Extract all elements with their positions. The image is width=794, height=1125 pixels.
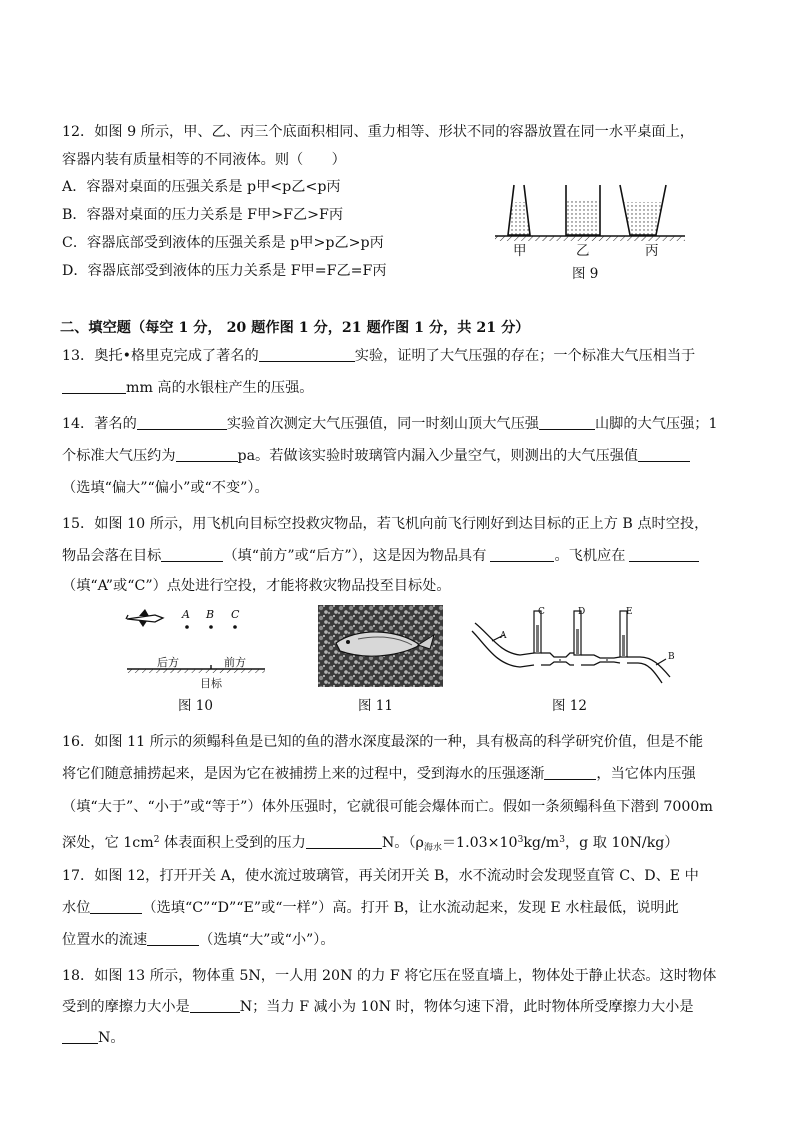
q17-line3 (62, 930, 335, 950)
q16-sup-exp: 3 (517, 835, 524, 845)
figure-10-caption: 图 10 (178, 698, 213, 714)
q14-blank-3[interactable] (176, 447, 238, 462)
q16-text-d: 体表面积上受到的压力 (159, 835, 306, 851)
q16-blank-2[interactable] (306, 834, 382, 849)
figure-12-label-a: A (500, 631, 507, 641)
q14-text-e: pa。若做该实验时玻璃管内漏入少量空气，则测出的大气压强值 (237, 448, 639, 464)
q17-line2 (62, 898, 679, 918)
q16-text-e: N。（ρ (381, 835, 424, 851)
q16-sup-m3: 3 (559, 835, 565, 845)
q18-text-c: N。 (98, 1030, 125, 1046)
q15-blank-1[interactable] (161, 547, 223, 562)
q16-text-h: ，g 取 10N/kg） (564, 835, 679, 851)
q14-line2 (62, 446, 690, 466)
q16-line3: （填“大于”、“小于”或“等于”）体外压强时，它就很可能会爆体而亡。假如一条须鳎科鱼下潜到 7000m (62, 799, 713, 815)
figure-12-tubes (470, 605, 685, 690)
q16-sub-seawater: 海水 (423, 843, 442, 853)
figure-10-airdrop (125, 605, 275, 685)
q15-line1: 15．如图 10 所示，用飞机向目标空投救灾物品，若飞机向前飞行刚好到达目标的正上方 B 点时空投， (62, 516, 709, 532)
q14-text-c: 山脚的大气压强；1 (594, 416, 718, 432)
figure-10-label-back: 后方 (157, 656, 179, 669)
q16-blank-1[interactable] (544, 765, 596, 780)
q15-line3: （填“A”或“C”）点处进行空投，才能将救灾物品投至目标处。 (62, 578, 451, 594)
figure-11-caption: 图 11 (358, 698, 393, 714)
figure-10-label-target: 目标 (200, 677, 222, 690)
q16-sup-area: 2 (153, 835, 160, 845)
q16-line1: 16．如图 11 所示的须鳎科鱼是已知的鱼的潜水深度最深的一种，具有极高的科学研究价值，但是不能 (62, 734, 704, 750)
figure-10-point-a: A (182, 608, 190, 621)
q15-text-c: 。飞机应在 (554, 548, 626, 564)
q14-text-a: 14．著名的 (62, 416, 137, 432)
q14-text-d: 个标准大气压约为 (62, 448, 176, 464)
q18-blank-1[interactable] (190, 998, 240, 1013)
q16-text-f: ＝1.03×10 (441, 835, 518, 851)
q18-text-b: N；当力 F 减小为 10N 时，物体匀速下滑，此时物体所受摩擦力大小是 (239, 999, 694, 1015)
q18-line1: 18．如图 13 所示，物体重 5N，一人用 20N 的力 F 将它压在竖直墙上，物体处于静止状态。这时物体 (62, 968, 717, 984)
figure-12-caption: 图 12 (552, 698, 587, 714)
q12-option-c: C．容器底部受到液体的压强关系是 p甲>p乙>p丙 (62, 235, 384, 251)
q17-text-c: 位置水的流速 (62, 932, 148, 948)
q13-text-c: mm 高的水银柱产生的压强。 (126, 380, 314, 396)
q13-blank-1[interactable] (259, 347, 355, 362)
q16-text-b: ，当它体内压强 (596, 766, 696, 782)
figure-10-point-b: B (206, 608, 215, 621)
q13-text-a: 13．奥托•格里克完成了著名的 (62, 348, 259, 364)
q15-blank-2[interactable] (490, 547, 554, 562)
q14-blank-1[interactable] (137, 415, 227, 430)
q17-text-d: （选填“大”或“小”）。 (199, 932, 335, 948)
q14-text-b: 实验首次测定大气压强值，同一时刻山顶大气压强 (226, 416, 539, 432)
q15-line2 (62, 546, 699, 566)
figure-12-label-b: B (668, 652, 675, 662)
q13-line1 (62, 346, 695, 366)
q12-option-d: D．容器底部受到液体的压力关系是 F甲=F乙=F丙 (62, 263, 387, 279)
q13-text-b: 实验，证明了大气压强的存在；一个标准大气压相当于 (354, 348, 696, 364)
figure-9-caption: 图 9 (572, 266, 599, 282)
q15-text-b: （填“前方”或“后方”），这是因为物品具有 (223, 548, 487, 564)
q16-text-g: kg/m (523, 835, 560, 851)
q18-line2 (62, 997, 694, 1017)
q18-line3 (62, 1028, 125, 1048)
q14-line1 (62, 414, 717, 434)
q16-line4 (62, 830, 679, 858)
q15-blank-3[interactable] (629, 547, 699, 562)
q15-text-a: 物品会落在目标 (62, 548, 162, 564)
q13-line2 (62, 378, 313, 398)
q17-blank-1[interactable] (90, 899, 142, 914)
figure-10-point-c: C (231, 608, 240, 621)
q17-blank-2[interactable] (147, 931, 199, 946)
figure-9-label-jia: 甲 (513, 243, 527, 259)
q16-text-c: 深处，它 1cm (62, 835, 154, 851)
q12-option-b: B．容器对桌面的压力关系是 F甲>F乙>F丙 (62, 207, 344, 223)
q16-line2 (62, 764, 696, 784)
figure-9-label-yi: 乙 (576, 243, 590, 259)
figure-12-label-c: C (538, 607, 545, 617)
q14-blank-2[interactable] (539, 415, 595, 430)
q18-text-a: 受到的摩擦力大小是 (62, 999, 190, 1015)
q17-text-a: 水位 (62, 900, 91, 916)
q14-blank-4[interactable] (638, 447, 690, 462)
section-2-heading: 二、填空题（每空 1 分， 20 题作图 1 分，21 题作图 1 分，共 21 分） (60, 320, 530, 336)
figure-11-fish-photo (318, 605, 443, 687)
q18-blank-2[interactable] (62, 1029, 98, 1044)
q17-line1: 17．如图 12，打开开关 A，使水流过玻璃管，再关闭开关 B，水不流动时会发现竖直管 C、D、E 中 (62, 868, 699, 884)
q12-stem-line1: 12．如图 9 所示，甲、乙、丙三个底面积相同、重力相等、形状不同的容器放置在同一水平桌面上， (62, 124, 694, 140)
q13-blank-2[interactable] (62, 379, 126, 394)
q12-option-a: A．容器对桌面的压强关系是 p甲<p乙<p丙 (62, 179, 341, 195)
q17-text-b: （选填“C”“D”“E”或“一样”）高。打开 B，让水流动起来，发现 E 水柱最低，说明此 (142, 900, 679, 916)
q12-stem-line2: 容器内装有质量相等的不同液体。则（ ） (62, 152, 346, 168)
figure-12-label-e: E (626, 607, 633, 617)
q16-text-a: 将它们随意捕捞起来，是因为它在被捕捞上来的过程中，受到海水的压强逐渐 (62, 766, 545, 782)
q14-line3: （选填“偏大”“偏小”或“不变”）。 (62, 480, 269, 496)
figure-9-label-bing: 丙 (645, 243, 659, 259)
figure-10-label-front: 前方 (224, 656, 246, 669)
figure-12-label-d: D (578, 607, 586, 617)
